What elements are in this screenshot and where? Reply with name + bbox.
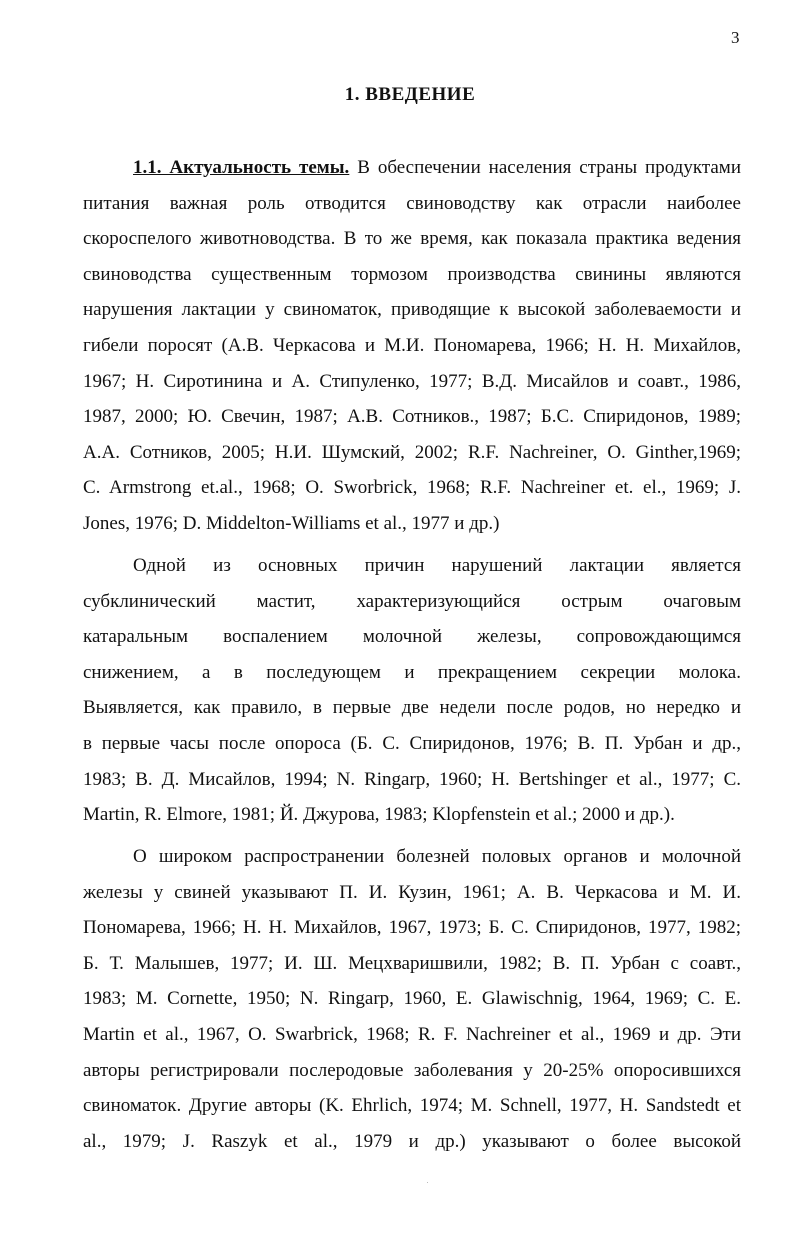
paragraph-line: питания важная роль отводится свиноводству как отрасли наиболее [83,192,741,214]
paragraph-line: 1983; В. Д. Мисайлов, 1994; N. Ringarp, 1960; H. Bertshinger et al., 1977; C. [83,768,741,790]
paragraph-line: гибели поросят (А.В. Черкасова и М.И. Пономарева, 1966; Н. Н. Михайлов, [83,335,741,356]
paragraph-line: О широком распространении болезней половых органов и молочной [133,846,741,867]
subsection-title: 1.1. Актуальность темы. [133,157,350,178]
paragraph-line: Martin et al., 1967, O. Swarbrick, 1968; R. F. Nachreiner et al., 1969 и др. Эти [83,1024,741,1045]
paragraph-line: свиноматок. Другие авторы (K. Ehrlich, 1974; M. Schnell, 1977, H. Sandstedt et [83,1095,741,1117]
paragraph-line: C. Armstrong et.al., 1968; O. Sworbrick, 1968; R.F. Nachreiner et. el., 1969; J. [83,477,741,499]
section-heading: 1. ВВЕДЕНИЕ [344,84,476,105]
paragraph-line: авторы регистрировали послеродовые заболевания у 20-25% опоросившихся [83,1059,741,1081]
paragraph-line: скороспелого животноводства. В то же время, как показала практика ведения [83,228,741,250]
page-number: 3 [731,28,740,47]
paragraph-line: 1987, 2000; Ю. Свечин, 1987; А.В. Сотников., 1987; Б.С. Спиридонов, 1989; [83,406,741,428]
paragraph-line: Одной из основных причин нарушений лактации является [133,555,741,576]
paragraph-line: субклинический мастит, характеризующийся острым очаговым [83,590,741,612]
paragraph-line: нарушения лактации у свиноматок, приводящие к высокой заболеваемости и [83,299,741,321]
paragraph-line: в первые часы после опороса (Б. С. Спиридонов, 1976; В. П. Урбан и др., [83,733,741,754]
paragraph-line: Martin, R. Elmore, 1981; Й. Джурова, 1983; Klopfenstein et al.; 2000 и др.). [83,804,675,826]
paragraph-line: железы у свиней указывают П. И. Кузин, 1961; А. В. Черкасова и М. И. [83,881,741,903]
paragraph-line: Выявляется, как правило, в первые две недели после родов, но нередко и [83,697,741,719]
paragraph-line: Jones, 1976; D. Middelton-Williams et al., 1977 и др.) [83,513,500,534]
paragraph-line: Пономарева, 1966; Н. Н. Михайлов, 1967, 1973; Б. С. Спиридонов, 1977, 1982; [83,917,741,939]
scan-speck [427,1182,428,1183]
paragraph-line: катаральным воспалением молочной железы, сопровождающимся [83,626,741,648]
paragraph-line: снижением, а в последующем и прекращением секреции молока. [83,661,741,683]
paragraph-line: свиноводства существенным тормозом производства свинины являются [83,263,741,285]
paragraph-line: 1983; M. Cornette, 1950; N. Ringarp, 1960, E. Glawischnig, 1964, 1969; C. E. [83,988,741,1010]
paragraph-line: 1967; Н. Сиротинина и А. Стипуленко, 1977; В.Д. Мисайлов и соавт., 1986, [83,370,741,392]
paragraph-line [133,150,741,186]
paragraph-line: Б. Т. Малышев, 1977; И. Ш. Мецхваришвили, 1982; В. П. Урбан с соавт., [83,952,741,974]
paragraph-line: al., 1979; J. Raszyk et al., 1979 и др.) указывают о более высокой [83,1130,741,1152]
paragraph-line: А.А. Сотников, 2005; Н.И. Шумский, 2002; R.F. Nachreiner, O. Ginther,1969; [83,441,741,463]
line-text: В обеспечении населения страны продуктами [349,157,741,178]
